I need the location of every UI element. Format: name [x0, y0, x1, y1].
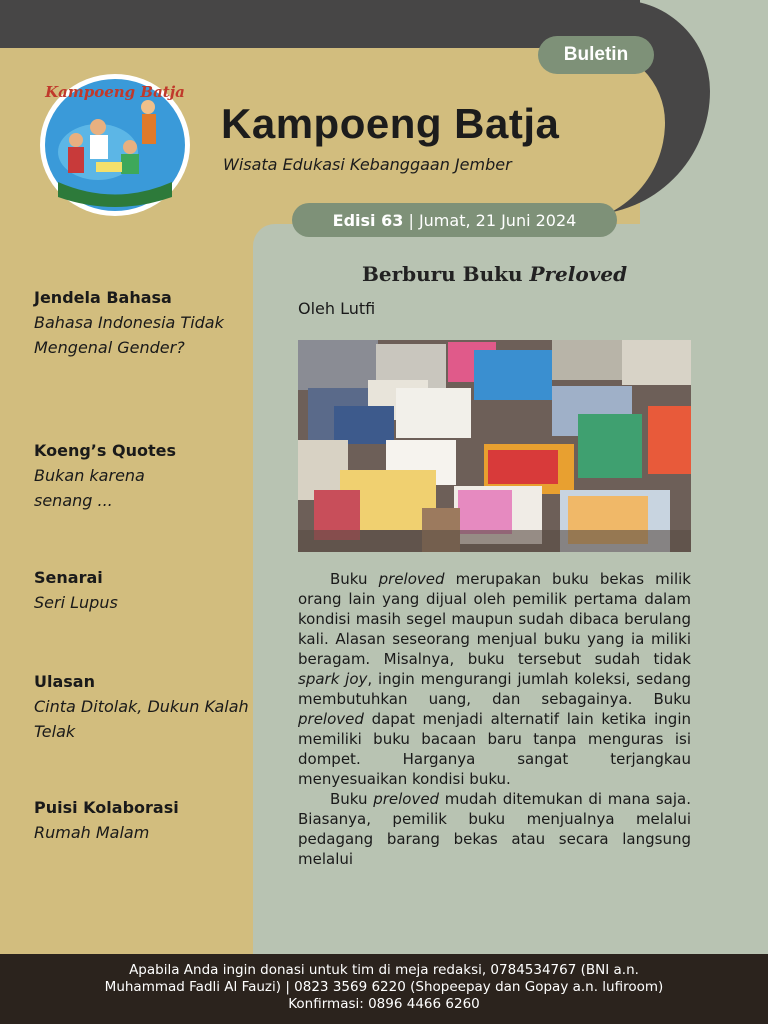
- toc-text: Cinta Ditolak, Dukun Kalah Telak: [34, 697, 249, 741]
- paragraph-1: Buku preloved merupakan buku bekas milik orang lain yang dijual oleh pemilik pertama dalam kondisi masih segel maupun sudah dibaca berulang kali. Alasan seseorang menjual buku yang ia miliki beragam. Misalnya, buku tersebut sudah tidak spark joy, ingin mengurangi jumlah koleksi, sedang membutuhkan uang, dan sebagainya. Buku preloved dapat menjadi alternatif lain ketika ingin memiliki buku bacaan baru tanpa menguras isi dompet. Harganya sangat terjangkau menyesuaikan kondisi buku.: [298, 570, 691, 788]
- footer-line-2: Muhammad Fadli Al Fauzi) | 0823 3569 6220 (Shopeepay dan Gopay a.n. lufiroom): [104, 979, 664, 995]
- publication-subtitle: Wisata Edukasi Kebanggaan Jember: [223, 155, 512, 174]
- toc-heading: Jendela Bahasa: [34, 288, 172, 307]
- article-title: Berburu Buku Preloved: [361, 262, 628, 286]
- toc-item-jendela-bahasa[interactable]: [34, 286, 249, 360]
- toc-item-koengs-quotes[interactable]: [34, 439, 249, 513]
- svg-text:Kampoeng Batja: Kampoeng Batja: [45, 83, 185, 101]
- toc-item-puisi-kolaborasi[interactable]: [34, 796, 249, 845]
- toc-heading: Koeng’s Quotes: [34, 441, 176, 460]
- paragraph-2: Buku preloved mudah ditemukan di mana saja. Biasanya, pemilik buku menjualnya melalui pedagang barang bekas atau secara langsung melalui: [298, 790, 691, 868]
- buletin-badge: Buletin: [538, 36, 654, 74]
- edition-separator: |: [403, 210, 419, 230]
- books-photo: [298, 340, 691, 552]
- edition-date: Jumat, 21 Juni 2024: [418, 210, 577, 230]
- article-body: [298, 569, 691, 869]
- article-byline: Oleh Lutfi: [298, 299, 376, 318]
- footer-line-3: Konfirmasi: 0896 4466 6260: [288, 996, 480, 1012]
- toc-item-senarai[interactable]: [34, 566, 249, 615]
- toc-text: Bukan karena senang ...: [34, 466, 145, 510]
- kampoeng-batja-logo: [38, 72, 192, 218]
- toc-item-ulasan[interactable]: [34, 670, 249, 744]
- toc-heading: Puisi Kolaborasi: [34, 798, 179, 817]
- edition-badge: [292, 203, 617, 237]
- footer-line-1: Apabila Anda ingin donasi untuk tim di meja redaksi, 0784534767 (BNI a.n.: [129, 962, 639, 978]
- edition-label: Edisi 63: [332, 210, 404, 230]
- donation-footer: [0, 954, 768, 1024]
- toc-text: Rumah Malam: [34, 823, 150, 842]
- toc-heading: Senarai: [34, 568, 103, 587]
- toc-text: Seri Lupus: [34, 593, 118, 612]
- toc-heading: Ulasan: [34, 672, 95, 691]
- toc-text: Bahasa Indonesia Tidak Mengenal Gender?: [34, 313, 224, 357]
- publication-title: Kampoeng Batja: [221, 100, 560, 147]
